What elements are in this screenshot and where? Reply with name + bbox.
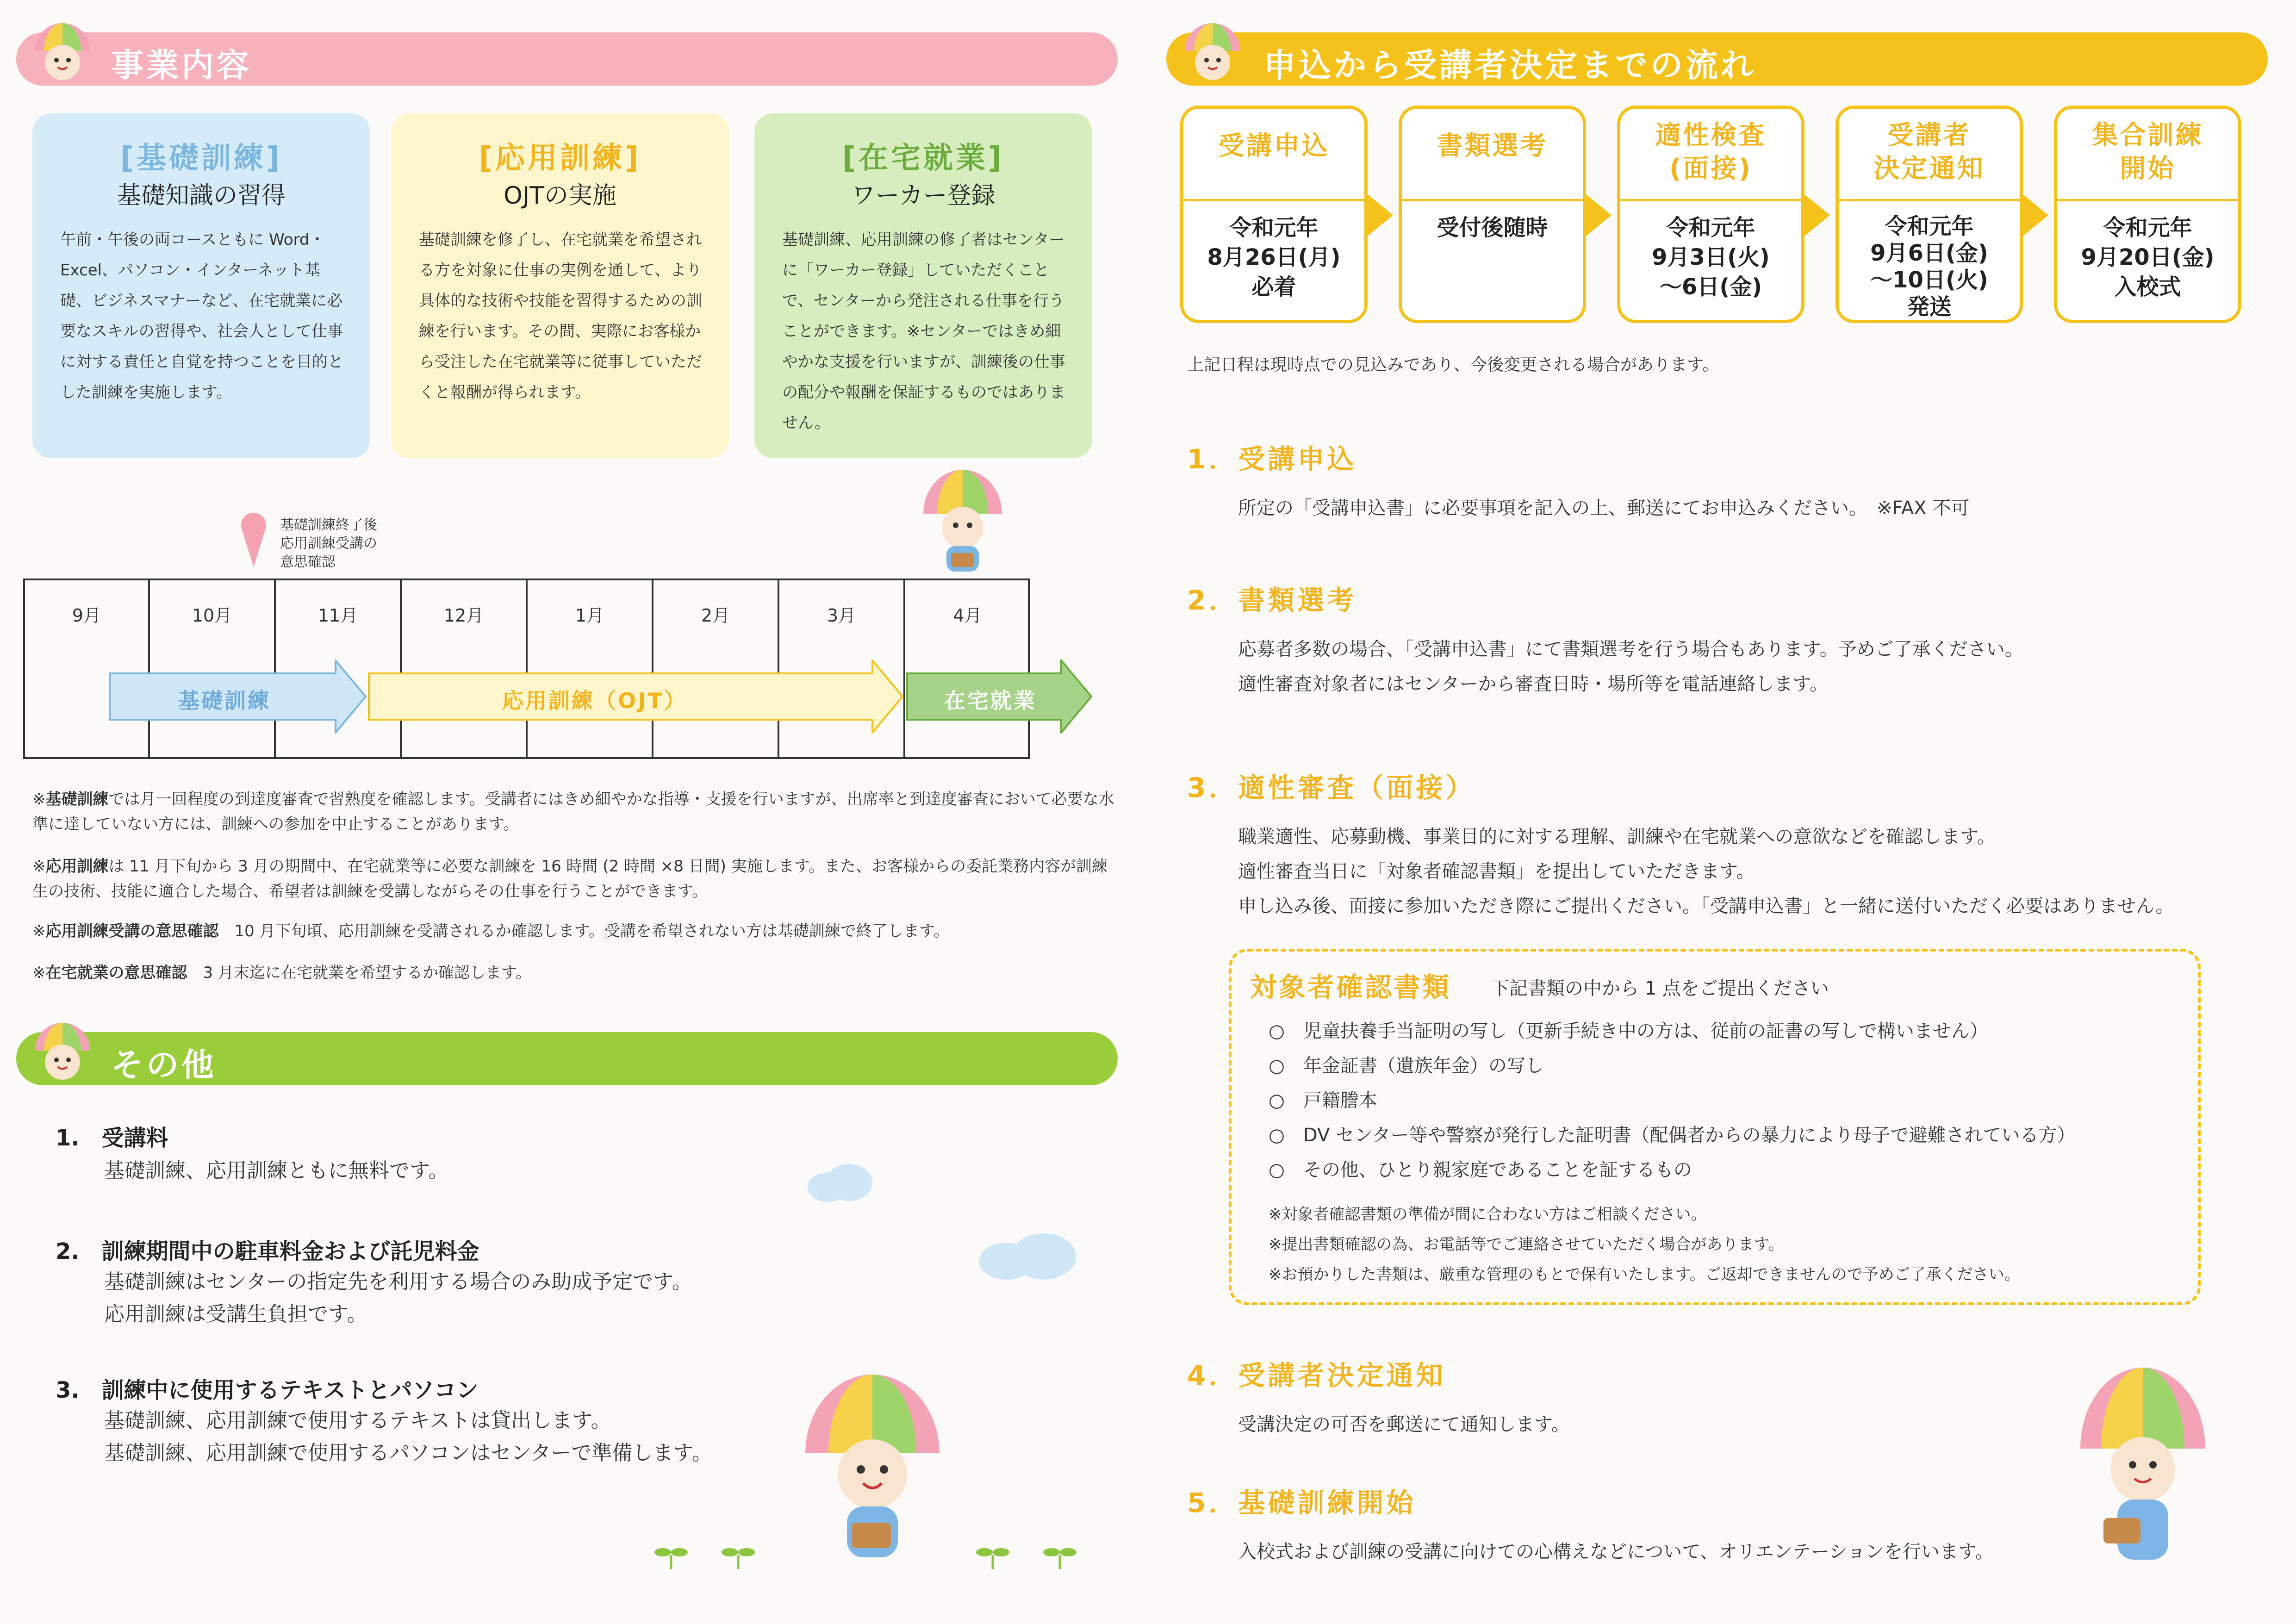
flow-step-screening: 書類選考 受付後随時	[1399, 106, 1586, 323]
step-3-text-3: 申し込み後、面接に参加いただき際にご提出ください。「受講申込書」と一緒に送付いただく必要はありません。	[1238, 896, 2174, 917]
step-4-title: 4．受講者決定通知	[1187, 1360, 1446, 1391]
month-cell: 3月	[779, 580, 905, 757]
arrow-label-homework: 在宅就業	[944, 688, 1037, 713]
other-item-3-text-2: 基礎訓練、応用訓練で使用するパソコンはセンターで準備します。	[104, 1441, 712, 1465]
other-item-1-text: 基礎訓練、応用訓練ともに無料です。	[104, 1159, 449, 1182]
callout-line-1: 基礎訓練終了後	[280, 517, 377, 533]
doc-item: ○ DV センター等や警察が発行した証明書（配偶者からの暴力により母子で避難されている方）	[1269, 1125, 2076, 1146]
card-basic-training	[32, 113, 370, 458]
card-head-homework: [在宅就業]	[842, 141, 1005, 175]
doc-item: ○ 戸籍謄本	[1269, 1090, 1377, 1111]
flow-step-interview: 適性検査 (面接) 令和元年 9月3日(火) ～6日(金)	[1617, 106, 1804, 323]
section-title-flow: 申込から受講者決定までの流れ	[1263, 46, 1756, 84]
card-head-basic: [基礎訓練]	[120, 141, 283, 175]
section-title-other: その他	[111, 1046, 217, 1084]
month-cell: 4月	[953, 605, 982, 626]
flow-step-start: 集合訓練 開始 令和元年 9月20日(金) 入校式	[2054, 106, 2241, 323]
callout-line-2: 応用訓練受講の	[280, 535, 377, 552]
flow-arrow-icon	[1586, 194, 1612, 236]
callout-line-3: 意思確認	[280, 554, 336, 570]
step-2-title: 2．書類選考	[1187, 585, 1357, 616]
card-body-basic: 午前・午後の両コースともに Word・Excel、パソコン・インターネット基礎、ビジネスマナーなど、在宅就業に必要なスキルの習得や、社会人として仕事に対する責任と自覚を持つことを目的とした訓練を実施します。	[60, 230, 343, 402]
card-sub-basic: 基礎知識の習得	[117, 182, 286, 210]
card-home-work	[754, 113, 1092, 458]
card-sub-applied: OJTの実施	[503, 182, 617, 210]
cloud-icon	[974, 1231, 1081, 1282]
step-5-text: 入校式および訓練の受講に向けての心構えなどについて、オリエンテーションを行います。	[1238, 1541, 1994, 1562]
mascot-head-icon	[1178, 14, 1247, 83]
doc-item: ○ その他、ひとり親家庭であることを証するもの	[1269, 1159, 1692, 1181]
doc-note: ※提出書類確認の為、お電話等でご連絡させていただく場合があります。	[1269, 1235, 1784, 1254]
section-title-business: 事業内容	[111, 46, 252, 84]
month-cell: 9月	[25, 580, 150, 757]
arrow-label-applied: 応用訓練（OJT）	[502, 688, 687, 713]
note-homework-confirm: ※在宅就業の意思確認 3 月末迄に在宅就業を希望するか確認します。	[32, 964, 532, 982]
mascot-sitting-icon	[919, 463, 1007, 583]
month-cell: 2月	[653, 580, 779, 757]
other-item-3-text-1: 基礎訓練、応用訓練で使用するテキストは貸出します。	[104, 1409, 611, 1432]
month-cell: 10月	[150, 580, 276, 757]
card-head-applied: [応用訓練]	[479, 141, 641, 175]
flow-arrow-icon	[1804, 194, 1830, 236]
card-applied-training	[391, 113, 729, 458]
mascot-head-icon	[28, 14, 97, 83]
card-body-applied: 基礎訓練を修了し、在宅就業を希望される方を対象に仕事の実例を通して、より具体的な技術や技能を習得するための訓練を行います。その間、実際にお客様から受注した在宅就業等に従事していただくと報酬が得られます。	[419, 230, 702, 402]
note-applied: ※応用訓練は 11 月下旬から 3 月の期間中、在宅就業等に必要な訓練を 16 時間 (2 時間 ×8 日間) 実施します。また、お客様からの委託業務内容が訓練生の技術、技能に適合した場合、希望者は訓練を受講しながらその仕事を行うことができます。	[32, 857, 1108, 901]
step-2-text-1: 応募者多数の場合、「受講申込書」にて書類選考を行う場合もあります。予めご了承ください。	[1238, 639, 2023, 660]
flow-note: 上記日程は現時点での見込みであり、今後変更される場合があります。	[1187, 355, 1719, 374]
other-item-2-text-1: 基礎訓練はセンターの指定先を利用する場合のみ助成予定です。	[104, 1270, 692, 1294]
cloud-icon	[803, 1162, 877, 1203]
other-item-2-title: 2. 訓練期間中の駐車料金および託児料金	[56, 1238, 479, 1264]
step-1-title: 1．受講申込	[1187, 443, 1357, 475]
step-3-title: 3．適性審査（面接）	[1187, 772, 1475, 803]
sprout-icon	[720, 1541, 757, 1569]
step-3-text-2: 適性審査当日に「対象者確認書類」を提出していただきます。	[1238, 861, 1755, 882]
arrow-label-basic: 基礎訓練	[178, 688, 271, 713]
mascot-running-icon	[796, 1361, 949, 1578]
sprout-icon	[653, 1541, 690, 1569]
callout-pin-icon	[240, 511, 268, 567]
doc-item: ○ 年金証書（遺族年金）の写し	[1269, 1055, 1544, 1076]
docbox-title: 対象者確認書類	[1250, 971, 1451, 1003]
required-documents-box	[1229, 949, 2201, 1305]
flow-arrow-icon	[2023, 194, 2048, 236]
doc-note: ※お預かりした書類は、厳重な管理のもとで保有いたします。ご返却できませんので予めご了承ください。	[1269, 1265, 2020, 1284]
other-item-3-title: 3. 訓練中に使用するテキストとパソコン	[56, 1377, 479, 1403]
flow-step-notification: 受講者 決定通知 令和元年 9月6日(金) ～10日(火) 発送	[1836, 106, 2023, 323]
step-4-text: 受講決定の可否を郵送にて通知します。	[1238, 1414, 1570, 1435]
docbox-subtitle: 下記書類の中から 1 点をご提出ください	[1491, 978, 1829, 999]
sprout-icon	[974, 1541, 1011, 1569]
sprout-icon	[1041, 1541, 1078, 1569]
other-item-2-text-2: 応用訓練は受講生負担です。	[104, 1302, 367, 1326]
note-applied-confirm: ※応用訓練受講の意思確認 10 月下旬頃、応用訓練を受講されるか確認します。受講を希望されない方は基礎訓練で終了します。	[32, 922, 950, 940]
flow-step-apply: 受講申込 令和元年 8月26日(月) 必着	[1180, 106, 1368, 323]
card-body-homework: 基礎訓練、応用訓練の修了者はセンターに「ワーカー登録」していただくことで、センターから発注される仕事を行うことができます。※センターではきめ細やかな支援を行いますが、訓練後の仕事の配分や報酬を保証するものではありません。	[782, 230, 1065, 432]
card-sub-homework: ワーカー登録	[851, 182, 996, 210]
month-cell: 12月	[402, 580, 528, 757]
note-basic: ※基礎訓練では月一回程度の到達度審査で習熟度を確認します。受講者にはきめ細やかな指導・支援を行いますが、出席率と到達度審査において必要な水準に達していない方には、訓練への参加を中止することがあります。	[32, 790, 1114, 834]
mascot-head-icon	[28, 1014, 97, 1083]
timeline-callout	[280, 516, 377, 572]
mascot-standing-icon	[2073, 1351, 2212, 1583]
flow-arrow-icon	[1368, 194, 1393, 236]
month-cell: 1月	[528, 580, 653, 757]
step-5-title: 5．基礎訓練開始	[1187, 1487, 1416, 1518]
step-1-text: 所定の「受講申込書」に必要事項を記入の上、郵送にてお申込みください。 ※FAX 不可	[1238, 498, 1970, 519]
other-item-1-title: 1. 受講料	[56, 1125, 168, 1151]
doc-note: ※対象者確認書類の準備が間に合わない方はご相談ください。	[1269, 1205, 1707, 1224]
month-cell: 11月	[276, 580, 402, 757]
doc-item: ○ 児童扶養手当証明の写し（更新手続き中の方は、従前の証書の写しで構いません）	[1269, 1020, 1988, 1042]
step-3-text-1: 職業適性、応募動機、事業目的に対する理解、訓練や在宅就業への意欲などを確認します。	[1238, 826, 1996, 847]
step-2-text-2: 適性審査対象者にはセンターから審査日時・場所等を電話連絡します。	[1238, 673, 1829, 695]
